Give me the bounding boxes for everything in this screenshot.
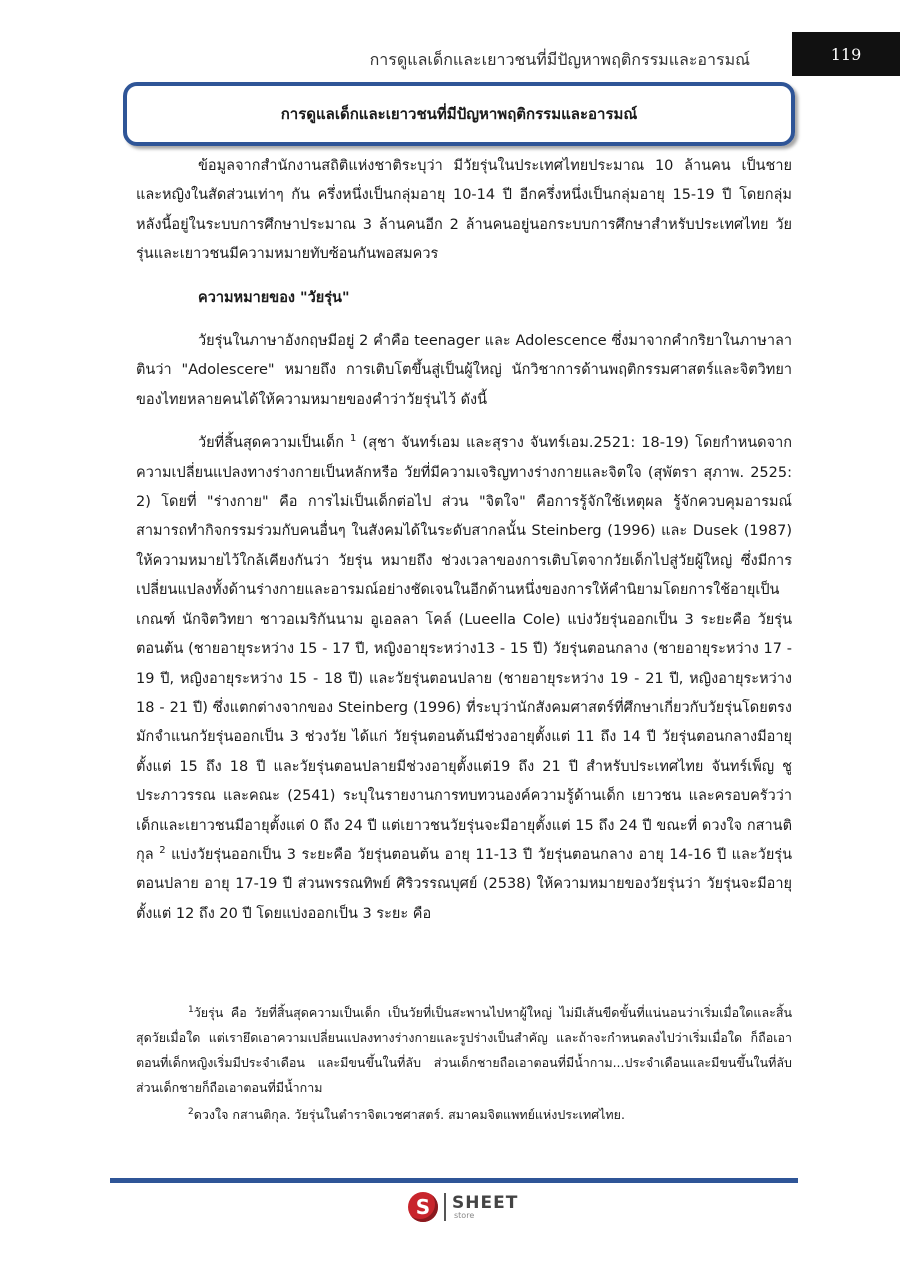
page-number-tab xyxy=(792,32,900,76)
footer-divider xyxy=(110,1178,798,1183)
section-heading: ความหมายของ "วัยรุ่น" xyxy=(198,289,350,306)
paragraph-text-a: วัยที่สิ้นสุดความเป็นเด็ก xyxy=(198,435,344,452)
paragraph-text-b: (สุชา จันทร์เอม และสุราง จันทร์เอม.2521: 18-19) โดยกำหนดจากความเปลี่ยนแปลงทางร่างกายเป็นหลักหรือ วัยที่มีความเจริญทางร่างกายและจิตใจ (สุพัตรา สุภาพ. 2525: 2) โดยที่ "ร่างกาย" คือ การไม่เป็นเด็กต่อไป ส่วน "จิตใจ" คือการรู้จักใช้เหตุผล รู้จักควบคุมอารมณ์ สามารถทำกิจกรรมร่วมกับคนอื่นๆ ในสังคมได้ในระดับสากลนั้น Steinberg (1996) และ Dusek (1987) ให้ความหมายไว้ใกล้เคียงกันว่า วัยรุ่น หมายถึง ช่วงเวลาของการเติบโตจากวัยเด็กไปสู่วัยผู้ใหญ่ ซึ่งมีการเปลี่ยนแปลงทั้งด้านร่างกายและอารมณ์อย่างชัดเจนในอีกด้านหนึ่งของการให้คำนิยามโดยการใช้อายุเป็นเกณฑ์ นักจิตวิทยา ชาวอเมริกันนาม อูเอลลา โคล์ (Lueella Cole) แบ่งวัยรุ่นออกเป็น 3 ระยะคือ วัยรุ่นตอนต้น (ชายอายุระหว่าง 15 - 17 ปี, หญิงอายุระหว่าง13 - 15 ปี) วัยรุ่นตอนกลาง (ชายอายุระหว่าง 17 - 19 ปี, หญิงอายุระหว่าง 15 - 18 ปี) และวัยรุ่นตอนปลาย (ชายอายุระหว่าง 19 - 21 ปี, หญิงอายุระหว่าง 18 - 21 ปี) ซึ่งแตกต่างจากของ Steinberg (1996) ที่ระบุว่านักสังคมศาสตร์ที่ศึกษาเกี่ยวกับวัยรุ่นโดยตรงมักจำแนกวัยรุ่นออกเป็น 3 ช่วงวัย ได้แก่ วัยรุ่นตอนต้นมีช่วงอายุตั้งแต่ 11 ถึง 14 ปี วัยรุ่นตอนกลางมีอายุตั้งแต่ 15 ถึง 18 ปี และวัยรุ่นตอนปลายมีช่วงอายุตั้งแต่19 ถึง 21 ปี สำหรับประเทศไทย จันทร์เพ็ญ ชูประภาวรรณ และคณะ (2541) ระบุในรายงานการทบทวนองค์ความรู้ด้านเด็ก เยาวชน และครอบครัวว่า เด็กและเยาวชนมีอายุตั้งแต่ 0 ถึง 24 ปี แต่เยาวชนวัยรุ่นจะมีอายุตั้งแต่ 15 ถึง 24 ปี ขณะที่ ดวงใจ กสานติกุล xyxy=(136,435,793,863)
footnote-mark-2: 2 xyxy=(188,1107,194,1118)
sheetstore-logo xyxy=(408,1187,518,1227)
logo-letter: S xyxy=(415,1195,431,1219)
body-content xyxy=(136,152,792,929)
footnotes xyxy=(136,998,792,1127)
page-number: 119 xyxy=(830,44,862,64)
chapter-title-box xyxy=(123,82,795,146)
footnote-2 xyxy=(136,1100,792,1127)
logo-divider xyxy=(444,1193,446,1221)
footnote-mark-1: 1 xyxy=(188,1005,194,1015)
intro-paragraph: ข้อมูลจากสำนักงานสถิติแห่งชาติระบุว่า มีวัยรุ่นในประเทศไทยประมาณ 10 ล้านคน เป็นชายและหญิงในสัดส่วนเท่าๆ กัน ครึ่งหนึ่งเป็นกลุ่มอายุ 10-14 ปี อีกครึ่งหนึ่งเป็นกลุ่มอายุ 15-19 ปี โดยกลุ่มหลังนี้อยู่ในระบบการศึกษาประมาณ 3 ล้านคนอีก 2 ล้านคนอยู่นอกระบบการศึกษาสำหรับประเทศไทย วัยรุ่นและเยาวชนมีความหมายทับซ้อนกันพอสมควร xyxy=(136,158,792,263)
logo-wordmark xyxy=(452,1192,519,1220)
footnote-text-1: วัยรุ่น คือ วัยที่สิ้นสุดความเป็นเด็ก เป็นวัยที่เป็นสะพานไปหาผู้ใหญ่ ไม่มีเส้นขีดขั้นที่แน่นอนว่าเริ่มเมื่อใดและสิ้นสุดวัยเมื่อใด แต่เรายึดเอาความเปลี่ยนแปลงทางร่างกายและรูปร่างเป็นสำคัญ และถ้าจะกำหนดลงไปว่าเริ่มเมื่อใด ก็ถือเอาตอนที่เด็กหญิงเริ่มมีประจำเดือน และมีขนขึ้นในที่ลับ ส่วนเด็กชายถือเอาตอนที่มีน้ำกาม...ประจำเดือนและมีขนขึ้นในที่ลับ ส่วนเด็กชายก็ถือเอาตอนที่มีน้ำกาม xyxy=(136,1005,792,1096)
footnote-1 xyxy=(136,998,792,1100)
age-range-paragraph xyxy=(136,429,792,929)
paragraph-text-c: แบ่งวัยรุ่นออกเป็น 3 ระยะคือ วัยรุ่นตอนต้น อายุ 11-13 ปี วัยรุ่นตอนกลาง อายุ 14-16 ปี และวัยรุ่นตอนปลาย อายุ 17-19 ปี ส่วนพรรณทิพย์ ศิริวรรณบุศย์ (2538) ให้ความหมายของวัยรุ่นว่า วัยรุ่นจะมีอายุตั้งแต่ 12 ถึง 20 ปี โดยแบ่งออกเป็น 3 ระยะ คือ xyxy=(136,846,793,922)
s-logo-icon xyxy=(408,1192,438,1222)
logo-name: SHEET xyxy=(452,1192,519,1213)
logo-tagline: store xyxy=(454,1210,475,1220)
chapter-title: การดูแลเด็กและเยาวชนที่มีปัญหาพฤติกรรมและอารมณ์ xyxy=(280,105,638,123)
footnote-ref-2[interactable]: 2 xyxy=(159,845,166,857)
footnote-ref-1[interactable]: 1 xyxy=(350,433,357,445)
definition-paragraph: วัยรุ่นในภาษาอังกฤษมีอยู่ 2 คำคือ teenager และ Adolescence ซึ่งมาจากคำกริยาในภาษาลาตินว่า "Adolescere" หมายถึง การเติบโตขึ้นสู่เป็นผู้ใหญ่ นักวิชาการด้านพฤติกรรมศาสตร์และจิตวิทยาของไทยหลายคนได้ให้ความหมายของคำว่าวัยรุ่นไว้ ดังนี้ xyxy=(136,333,792,408)
footnote-text-2: ดวงใจ กสานติกุล. วัยรุ่นในตำราจิตเวชศาสตร์. สมาคมจิตแพทย์แห่งประเทศไทย. xyxy=(193,1107,625,1123)
running-header-title: การดูแลเด็กและเยาวชนที่มีปัญหาพฤติกรรมและอารมณ์ xyxy=(369,50,750,69)
